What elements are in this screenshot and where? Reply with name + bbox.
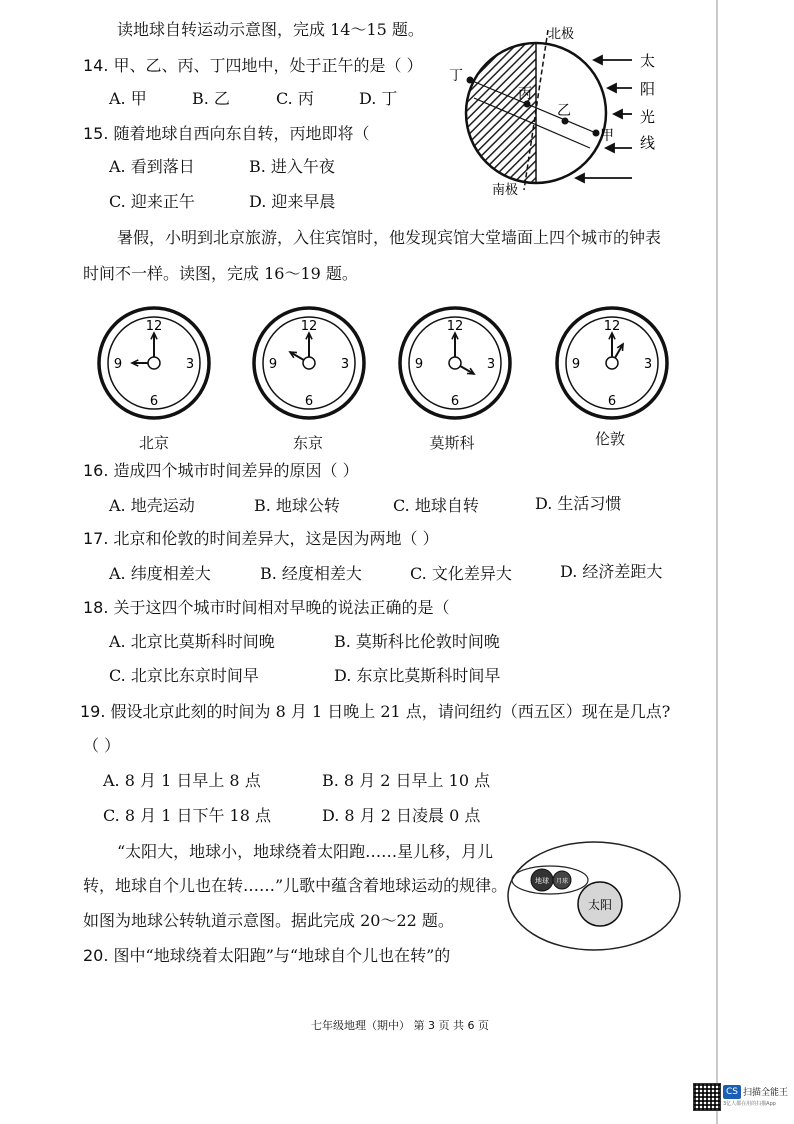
- q19-option-b[interactable]: B. 8 月 2 日早上 10 点: [322, 771, 491, 790]
- q18-option-c[interactable]: C. 北京比东京时间早: [109, 666, 259, 685]
- q19-option-d[interactable]: D. 8 月 2 日凌晨 0 点: [322, 806, 481, 825]
- question-number: 14.: [83, 56, 109, 75]
- point-jia: [593, 130, 600, 137]
- earth-label: 地球: [535, 877, 549, 885]
- clock-numeral: 9: [268, 357, 278, 372]
- q19-answer-blank[interactable]: （ ）: [83, 736, 121, 755]
- scanner-logo: CS: [723, 1085, 741, 1099]
- qr-code-icon: [693, 1083, 721, 1111]
- point-ding: [467, 77, 474, 84]
- q19-option-a[interactable]: A. 8 月 1 日早上 8 点: [103, 771, 261, 790]
- label-south-pole: 南极: [492, 183, 519, 198]
- question-number: 17.: [83, 529, 109, 548]
- clock-numeral: 6: [304, 394, 314, 409]
- question-number: 20.: [83, 946, 109, 965]
- scanner-name: 扫描全能王: [743, 1088, 789, 1098]
- clock-center-pin: [148, 357, 160, 369]
- question-number: 18.: [83, 598, 109, 617]
- earth-orbit-diagram: [504, 834, 684, 958]
- clock-numeral: 6: [607, 394, 617, 409]
- question-text: 北京和伦敦的时间差异大，这是因为两地（ ）: [113, 529, 439, 548]
- question-text: 甲、乙、丙、丁四地中，处于正午的是（ ）: [113, 56, 423, 75]
- q17-option-a[interactable]: A. 纬度相差大: [109, 564, 211, 583]
- sun-ray-label-4: 线: [640, 134, 656, 152]
- clock-numeral: 12: [300, 319, 318, 334]
- q14-option-c[interactable]: C. 丙: [276, 89, 314, 108]
- sun-ray-label-2: 阳: [640, 80, 656, 98]
- q17-option-c[interactable]: C. 文化差异大: [410, 564, 512, 583]
- question-15: [83, 124, 370, 144]
- q16-option-a[interactable]: A. 地壳运动: [109, 496, 195, 515]
- section1-intro: 读地球自转运动示意图，完成 14～15 题。: [117, 20, 424, 39]
- q16-option-c[interactable]: C. 地球自转: [393, 496, 479, 515]
- clock-london: [554, 300, 670, 426]
- section3-line-1: “太阳大，地球小，地球绕着太阳跑……星儿移，月儿: [117, 842, 494, 861]
- question-number: 16.: [83, 461, 109, 480]
- clock-numeral: 3: [486, 357, 496, 372]
- clock-center-pin: [303, 357, 315, 369]
- sun-label: 太阳: [587, 898, 613, 912]
- label-jia: 甲: [600, 128, 614, 144]
- label-ding: 丁: [449, 68, 463, 84]
- sun-ray-label-3: 光: [640, 108, 656, 126]
- question-19: [80, 702, 670, 722]
- clock-city-london: 伦敦: [594, 430, 625, 448]
- clock-numeral: 12: [446, 319, 464, 334]
- question-text: 随着地球自西向东自转，丙地即将（: [113, 124, 370, 143]
- question-17: [83, 529, 439, 549]
- q15-option-a[interactable]: A. 看到落日: [109, 157, 195, 176]
- scanner-subtitle: 3亿人都在用的扫描App: [723, 1101, 776, 1107]
- clock-numeral: 12: [145, 319, 163, 334]
- clock-numeral: 6: [450, 394, 460, 409]
- question-text: 关于这四个城市时间相对早晚的说法正确的是（: [113, 598, 450, 617]
- page-footer: 七年级地理（期中） 第 3 页 共 6 页: [311, 1019, 489, 1032]
- clock-numeral: 9: [113, 357, 123, 372]
- clock-tokyo: [251, 300, 367, 426]
- question-18: [83, 598, 450, 618]
- q15-option-d[interactable]: D. 迎来早晨: [249, 192, 336, 211]
- question-text: 假设北京此刻的时间为 8 月 1 日晚上 21 点，请问纽约（西五区）现在是几点?: [110, 702, 671, 721]
- scanner-watermark: [693, 1083, 789, 1111]
- clock-numeral: 3: [340, 357, 350, 372]
- clock-beijing: [96, 300, 212, 426]
- q14-option-d[interactable]: D. 丁: [359, 89, 398, 108]
- q14-option-b[interactable]: B. 乙: [192, 89, 230, 108]
- clock-numeral: 12: [603, 319, 621, 334]
- label-yi: 乙: [557, 103, 571, 119]
- sun-ray-label-1: 太: [640, 52, 656, 70]
- section2-intro-1: 暑假，小明到北京旅游，入住宾馆时，他发现宾馆大堂墙面上四个城市的钟表: [117, 228, 662, 247]
- q19-option-c[interactable]: C. 8 月 1 日下午 18 点: [103, 806, 271, 825]
- clock-center-pin: [606, 357, 618, 369]
- q14-option-a[interactable]: A. 甲: [109, 89, 147, 108]
- q17-option-d[interactable]: D. 经济差距大: [560, 562, 663, 581]
- q18-option-d[interactable]: D. 东京比莫斯科时间早: [334, 666, 501, 685]
- q15-option-c[interactable]: C. 迎来正午: [109, 192, 195, 211]
- label-north-pole: 北极: [548, 27, 575, 42]
- clock-city-moscow: 莫斯科: [429, 434, 475, 452]
- section2-intro-2: 时间不一样。读图，完成 16～19 题。: [83, 264, 358, 283]
- q17-option-b[interactable]: B. 经度相差大: [260, 564, 362, 583]
- moon-label: 月球: [555, 878, 569, 885]
- q15-option-b[interactable]: B. 进入午夜: [249, 157, 335, 176]
- page-fold-line: [716, 0, 718, 1124]
- clock-moscow: [397, 300, 513, 426]
- q16-option-d[interactable]: D. 生活习惯: [535, 494, 622, 513]
- section3-line-3: 如图为地球公转轨道示意图。据此完成 20～22 题。: [83, 911, 454, 930]
- question-14: [83, 56, 423, 76]
- q18-option-b[interactable]: B. 莫斯科比伦敦时间晚: [334, 632, 500, 651]
- question-20: [83, 946, 450, 966]
- q18-option-a[interactable]: A. 北京比莫斯科时间晚: [109, 632, 275, 651]
- clock-city-beijing: 北京: [138, 434, 169, 452]
- clock-numeral: 9: [571, 357, 581, 372]
- earth-rotation-diagram: [440, 18, 670, 198]
- question-text: 图中“地球绕着太阳跑”与“地球自个儿也在转”的: [113, 946, 451, 965]
- q16-option-b[interactable]: B. 地球公转: [254, 496, 340, 515]
- clock-numeral: 9: [414, 357, 424, 372]
- question-16: [83, 461, 359, 481]
- clock-numeral: 3: [185, 357, 195, 372]
- clock-numeral: 6: [149, 394, 159, 409]
- clock-center-pin: [449, 357, 461, 369]
- clock-city-tokyo: 东京: [292, 434, 323, 452]
- clock-numeral: 3: [643, 357, 653, 372]
- question-number: 19.: [80, 702, 106, 721]
- label-bing: 丙: [518, 86, 532, 102]
- question-number: 15.: [83, 124, 109, 143]
- section3-line-2: 转，地球自个儿也在转……”儿歌中蕴含着地球运动的规律。: [83, 876, 508, 895]
- question-text: 造成四个城市时间差异的原因（ ）: [113, 461, 359, 480]
